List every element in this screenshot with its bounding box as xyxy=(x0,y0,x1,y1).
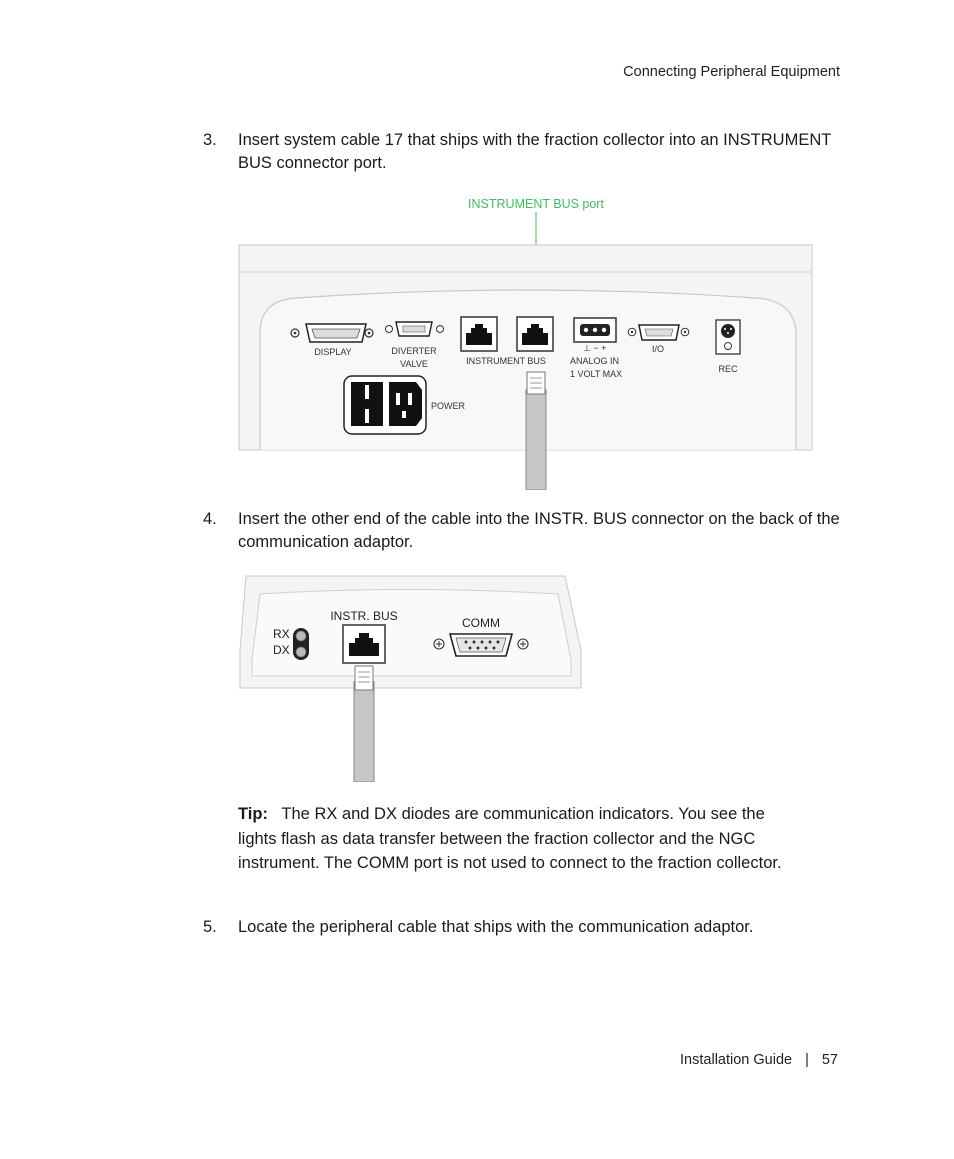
instrument-bus-label: INSTRUMENT BUS xyxy=(466,356,546,366)
display-label: DISPLAY xyxy=(314,347,352,357)
power-inlet xyxy=(389,382,422,426)
power-label: POWER xyxy=(431,401,466,411)
system-cable xyxy=(354,682,374,782)
page-footer xyxy=(680,1052,838,1068)
instrument-bus-callout: INSTRUMENT BUS port xyxy=(468,197,604,211)
step-text: Insert system cable 17 that ships with the fraction collector into an INSTRUMENT BUS connector port. xyxy=(238,131,832,172)
svg-text:⊥ − +: ⊥ − + xyxy=(583,343,607,353)
step-text: Locate the peripheral cable that ships with the communication adaptor. xyxy=(238,918,754,936)
dx-diode xyxy=(296,647,306,657)
step-text: Insert the other end of the cable into the INSTR. BUS connector on the back of the communication adaptor. xyxy=(238,510,840,551)
page-number: 57 xyxy=(821,1052,838,1068)
system-cable xyxy=(526,390,546,490)
dx-label: DX xyxy=(273,643,290,657)
communication-adaptor-figure xyxy=(238,570,586,782)
cable-plug xyxy=(355,666,373,690)
rx-label: RX xyxy=(273,627,290,641)
instrument-rear-panel-figure xyxy=(236,190,816,490)
rx-diode xyxy=(296,631,306,641)
io-label: I/O xyxy=(651,344,665,354)
footer-separator: | xyxy=(805,1052,809,1068)
step-number: 4. xyxy=(203,510,217,528)
tip-note xyxy=(238,802,798,876)
tip-text: The RX and DX diodes are communication indicators. You see the lights flash as data transfer between the fraction collector and the NGC instrument. The COMM port is not used to connect to the fraction collector. xyxy=(238,805,782,872)
tip-label: Tip: xyxy=(238,805,268,823)
diverter-label-line1: DIVERTER xyxy=(391,346,437,356)
comm-label: COMM xyxy=(462,616,500,630)
diverter-label-line2: VALVE xyxy=(400,359,428,369)
analog-label-line1: ANALOG IN xyxy=(570,356,620,366)
step-number: 3. xyxy=(203,131,217,149)
step-number: 5. xyxy=(203,918,217,936)
instr-bus-label: INSTR. BUS xyxy=(330,609,398,623)
analog-label-line2: 1 VOLT MAX xyxy=(570,369,623,379)
running-header: Connecting Peripheral Equipment xyxy=(623,64,840,80)
rec-label: REC xyxy=(718,364,738,374)
footer-doc-title: Installation Guide xyxy=(680,1052,793,1068)
